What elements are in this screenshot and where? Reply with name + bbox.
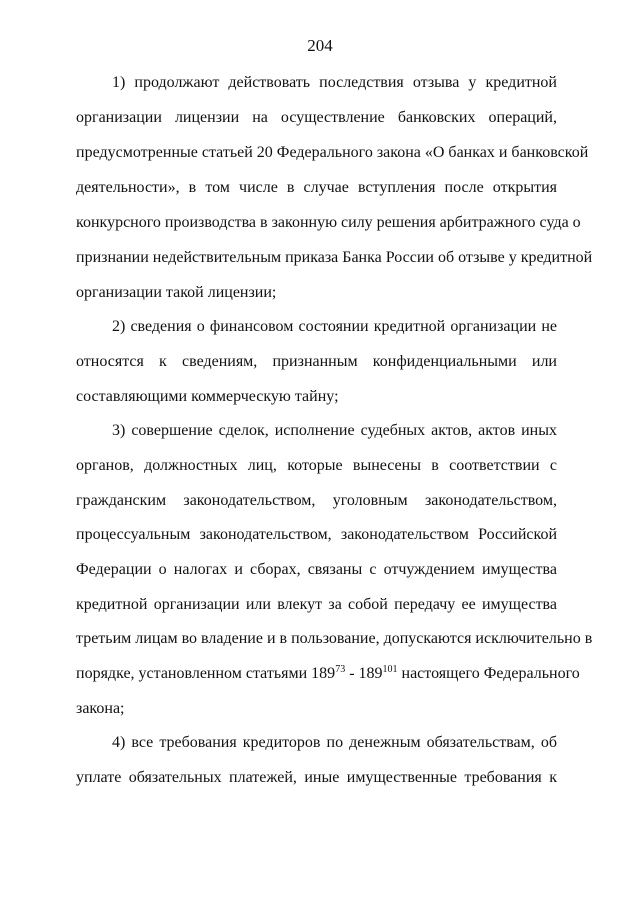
paragraph-4-line-1: 4) все требования кредиторов по денежным обязательствам, об	[112, 734, 557, 751]
paragraph-2-line-2: относятся к сведениям, признанным конфиденциальными или	[76, 353, 557, 370]
paragraph-3-line-2: органов, должностных лиц, которые вынесены в соответствии с	[76, 457, 557, 474]
line-text-before: порядке, установленном статьями 189	[76, 665, 336, 682]
page-number: 204	[307, 36, 333, 55]
paragraph-1-line-3: предусмотренные статьей 20 Федерального закона «О банках и банковской	[76, 144, 589, 161]
paragraph-1-line-5: конкурсного производства в законную силу решения арбитражного суда о	[76, 214, 581, 231]
paragraph-3-line-6: кредитной организации или влекут за собой передачу ее имущества	[76, 596, 557, 613]
paragraph-3-line-9: закона;	[76, 700, 125, 717]
paragraph-1-line-7: организации такой лицензии;	[76, 284, 277, 301]
paragraph-1-line-1: 1) продолжают действовать последствия отзыва у кредитной	[112, 74, 557, 91]
superscript-73: 73	[335, 664, 346, 675]
paragraph-1-line-6: признании недействительным приказа Банка России об отзыве у кредитной	[76, 249, 593, 266]
paragraph-3-line-7: третьим лицам во владение и в пользование, допускаются исключительно в	[76, 630, 593, 647]
superscript-101: 101	[382, 664, 398, 675]
paragraph-3-line-3: гражданским законодательством, уголовным законодательством,	[76, 492, 557, 509]
line-text-after: настоящего Федерального	[397, 665, 580, 682]
paragraph-1-line-4: деятельности», в том числе в случае вступления после открытия	[76, 179, 557, 196]
paragraph-3-line-5: Федерации о налогах и сборах, связаны с отчуждением имущества	[76, 561, 557, 578]
paragraph-3-line-8	[76, 664, 580, 684]
paragraph-2-line-3: составляющими коммерческую тайну;	[76, 388, 339, 405]
paragraph-3-line-4: процессуальным законодательством, законодательством Российской	[76, 526, 557, 543]
paragraph-4-line-2: уплате обязательных платежей, иные имущественные требования к	[76, 769, 557, 786]
line-text-middle: - 189	[345, 665, 383, 682]
paragraph-3-line-1: 3) совершение сделок, исполнение судебных актов, актов иных	[112, 422, 557, 439]
paragraph-2-line-1: 2) сведения о финансовом состоянии кредитной организации не	[112, 318, 557, 335]
paragraph-1-line-2: организации лицензии на осуществление банковских операций,	[76, 109, 557, 126]
